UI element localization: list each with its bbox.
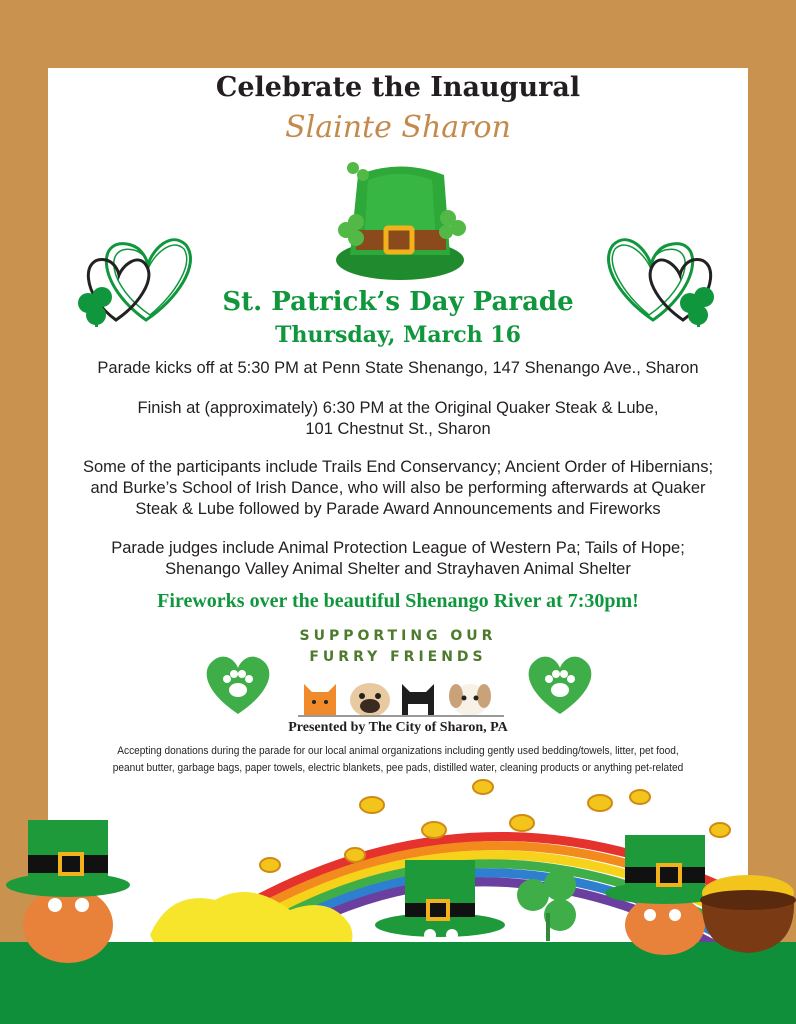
participants-line-1: Some of the participants include Trails End Conservancy; Ancient Order of Hibernians; <box>82 458 714 476</box>
cat-orange-icon <box>304 684 336 716</box>
presented-by: Presented by The City of Sharon, PA <box>288 720 508 735</box>
supporting-line-2: FURRY FRIENDS <box>309 649 487 665</box>
finish-line-2: 101 Chestnut St., Sharon <box>305 420 491 438</box>
hearts-shamrock-left-icon <box>76 225 201 335</box>
paw-heart-left-icon <box>200 652 276 716</box>
paw-heart-right-icon <box>522 652 598 716</box>
fireworks-callout: Fireworks over the beautiful Shenango River at 7:30pm! <box>157 590 639 612</box>
cat-black-icon <box>402 684 434 716</box>
dog-white-icon <box>449 684 491 716</box>
participants-line-2: and Burke’s School of Irish Dance, who will also be performing afterwards at Quaker <box>90 479 706 497</box>
participants-info <box>0 457 796 520</box>
parade-date: Thursday, March 16 <box>275 322 521 348</box>
supporting-heading <box>0 626 796 668</box>
finish-info <box>0 398 796 440</box>
donations-line-2: peanut butter, garbage bags, paper towels, electric blankets, pee pads, distilled water, cleaning products or anything pet-related <box>112 762 684 774</box>
hearts-shamrock-right-icon <box>598 225 723 335</box>
finish-line-1: Finish at (approximately) 6:30 PM at the Original Quaker Steak & Lube, <box>137 399 659 417</box>
participants-line-3: Steak & Lube followed by Parade Award Announcements and Fireworks <box>135 500 661 518</box>
parade-title: St. Patrick’s Day Parade <box>222 287 574 317</box>
rainbow-scene <box>0 775 796 1024</box>
donations-line-1: Accepting donations during the parade for our local animal organizations including gently used bedding/towels, litter, pet food, <box>117 745 679 757</box>
dog-pug-icon <box>350 683 390 717</box>
judges-info <box>0 538 796 580</box>
supporting-line-1: SUPPORTING OUR <box>299 628 497 644</box>
donations-info <box>32 743 764 777</box>
judges-line-1: Parade judges include Animal Protection League of Western Pa; Tails of Hope; <box>111 539 685 557</box>
leprechaun-hat-icon <box>328 150 473 285</box>
celebrate-heading: Celebrate the Inaugural <box>215 72 581 103</box>
start-info: Parade kicks off at 5:30 PM at Penn State Shenango, 147 Shenango Ave., Sharon <box>97 359 699 377</box>
leprechaun-left-icon <box>6 820 130 963</box>
judges-line-2: Shenango Valley Animal Shelter and Strayhaven Animal Shelter <box>165 560 631 578</box>
pets-row-icon <box>298 676 504 718</box>
slainte-sharon-title: Slainte Sharon <box>285 110 511 145</box>
